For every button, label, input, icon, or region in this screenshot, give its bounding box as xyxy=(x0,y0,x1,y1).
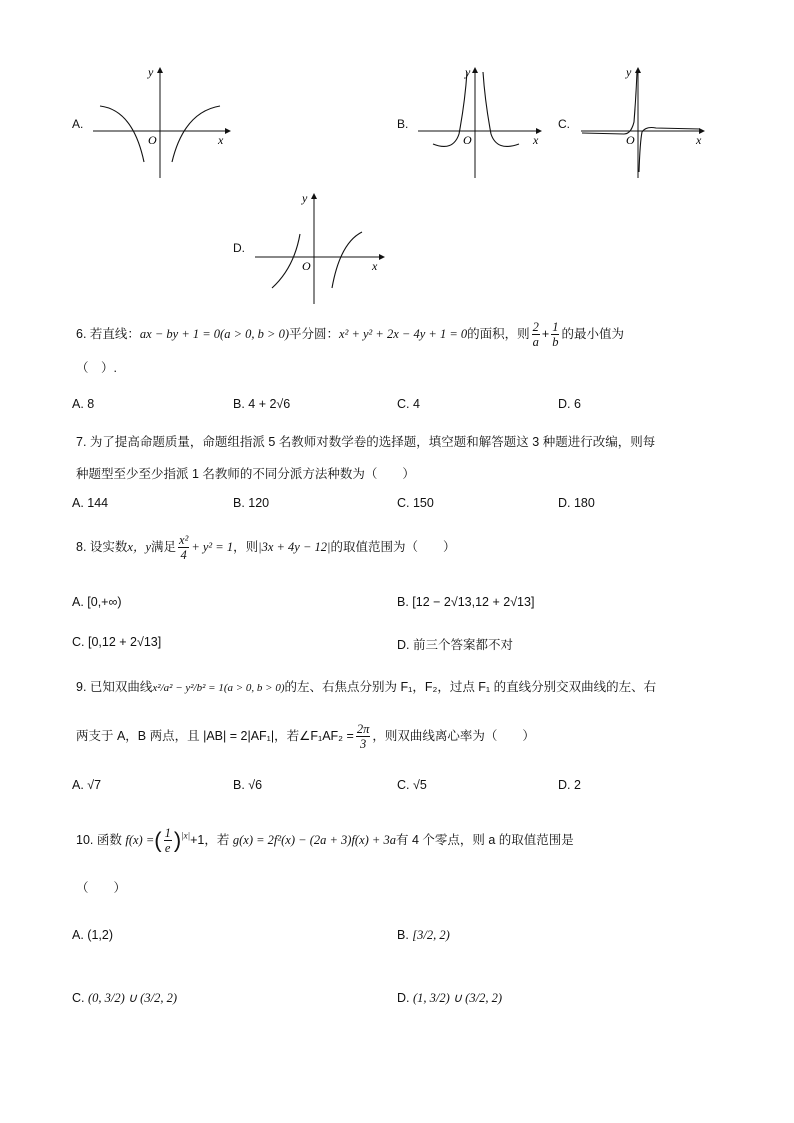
svg-text:O: O xyxy=(626,133,635,147)
q8-option-b: B. [12 − 2√13,12 + 2√13] xyxy=(397,595,535,609)
y-axis-label: y xyxy=(148,65,154,79)
q6-option-c: C. 4 xyxy=(397,397,420,411)
q7-line1: 7. 为了提高命题质量，命题组指派 5 名教师对数学卷的选择题，填空题和解答题这 3 种题进行改编，则每 xyxy=(76,435,656,449)
q7-line2: 种题型至少至少指派 1 名教师的不同分派方法种数为（ ） xyxy=(76,467,415,481)
q10-option-a: A. (1,2) xyxy=(72,928,113,942)
q9-option-d: D. 2 xyxy=(558,778,581,792)
q6-frac1: $\frac{2}{a}$ xyxy=(532,320,539,349)
q10-option-c: C. (0, 3/2) ∪ (3/2, 2) xyxy=(72,991,177,1005)
graph-a-label: A. xyxy=(72,117,84,131)
svg-text:x: x xyxy=(372,259,378,273)
q8-option-c: C. [0,12 + 2√13] xyxy=(72,635,162,649)
q7-option-c: C. 150 xyxy=(397,496,434,510)
svg-text:O: O xyxy=(302,259,311,273)
q8-option-a: A. [0,+∞) xyxy=(72,595,122,609)
q10-frac: $\frac{1}{e}$ xyxy=(164,826,171,855)
graph-d-label: D. xyxy=(233,241,245,255)
q7-option-a: A. 144 xyxy=(72,496,109,510)
q9-line2: 两支于 A，B 两点，且 |AB| = 2|AF₁|，若∠F₁AF₂ = $\frac{2\pi}{3}$ ，则双曲线离心率为（ ） xyxy=(76,722,535,751)
q10-option-b: B. [3/2, 2) xyxy=(397,928,450,942)
q6-option-a: A. 8 xyxy=(72,397,95,411)
q7-option-d: D. 180 xyxy=(558,496,595,510)
svg-text:y: y xyxy=(465,65,471,79)
graph-b xyxy=(413,62,548,180)
origin-label: O xyxy=(148,133,157,147)
graph-c xyxy=(576,62,711,180)
q9-line1: 9. 已知双曲线x²/a² − y²/b² = 1(a > 0, b > 0)的左、右焦点分别为 F₁，F₂，过点 F₁ 的直线分别交双曲线的左、右 xyxy=(76,680,657,694)
q8-stem: 8. 设实数x，y满足 $\frac{\text{x²}}{4}$ + y² = 1，则|3x + 4y − 12|的取值范围为（ ） xyxy=(76,533,456,562)
q9-option-a: A. √7 xyxy=(72,778,102,792)
q9-frac: $\frac{2\pi}{3}$ xyxy=(356,722,370,751)
graph-a xyxy=(88,62,238,180)
graph-d xyxy=(250,188,390,306)
q6-stem: 6. 若直线：ax − by + 1 = 0(a > 0, b > 0)平分圆：x² + y² + 2x − 4y + 1 = 0的面积，则 $\frac{2}{a}$ + $\frac{1}{b}$ 的最小值为 xyxy=(76,320,624,349)
graph-c-label: C. xyxy=(558,117,570,131)
q10-option-d: D. (1, 3/2) ∪ (3/2, 2) xyxy=(397,991,502,1005)
svg-text:x: x xyxy=(533,133,539,147)
q6-option-d: D. 6 xyxy=(558,397,581,411)
q10-blank: （ ） xyxy=(76,881,127,895)
x-axis-label: x xyxy=(218,133,224,147)
q8-option-d: D. 前三个答案都不对 xyxy=(397,638,513,652)
q9-option-c: C. √5 xyxy=(397,778,427,792)
svg-text:y: y xyxy=(302,191,308,205)
q6-frac2: $\frac{1}{b}$ xyxy=(552,320,559,349)
q6-option-b: B. 4 + 2√6 xyxy=(233,397,291,411)
svg-text:x: x xyxy=(696,133,702,147)
q8-frac: $\frac{\text{x²}}{4}$ xyxy=(179,533,189,562)
q9-option-b: B. √6 xyxy=(233,778,263,792)
q7-option-b: B. 120 xyxy=(233,496,270,510)
graph-b-label: B. xyxy=(397,117,409,131)
q6-blank: （ ）. xyxy=(76,361,117,375)
svg-text:y: y xyxy=(626,65,632,79)
q10-stem: 10. 函数 f(x) =( $\frac{1}{e}$ )$^{|x|}$+1，若 g(x) = 2f²(x) − (2a + 3)f(x) + 3a有 4 个零点，则 a 的取值范围是 xyxy=(76,826,574,855)
svg-text:O: O xyxy=(463,133,472,147)
